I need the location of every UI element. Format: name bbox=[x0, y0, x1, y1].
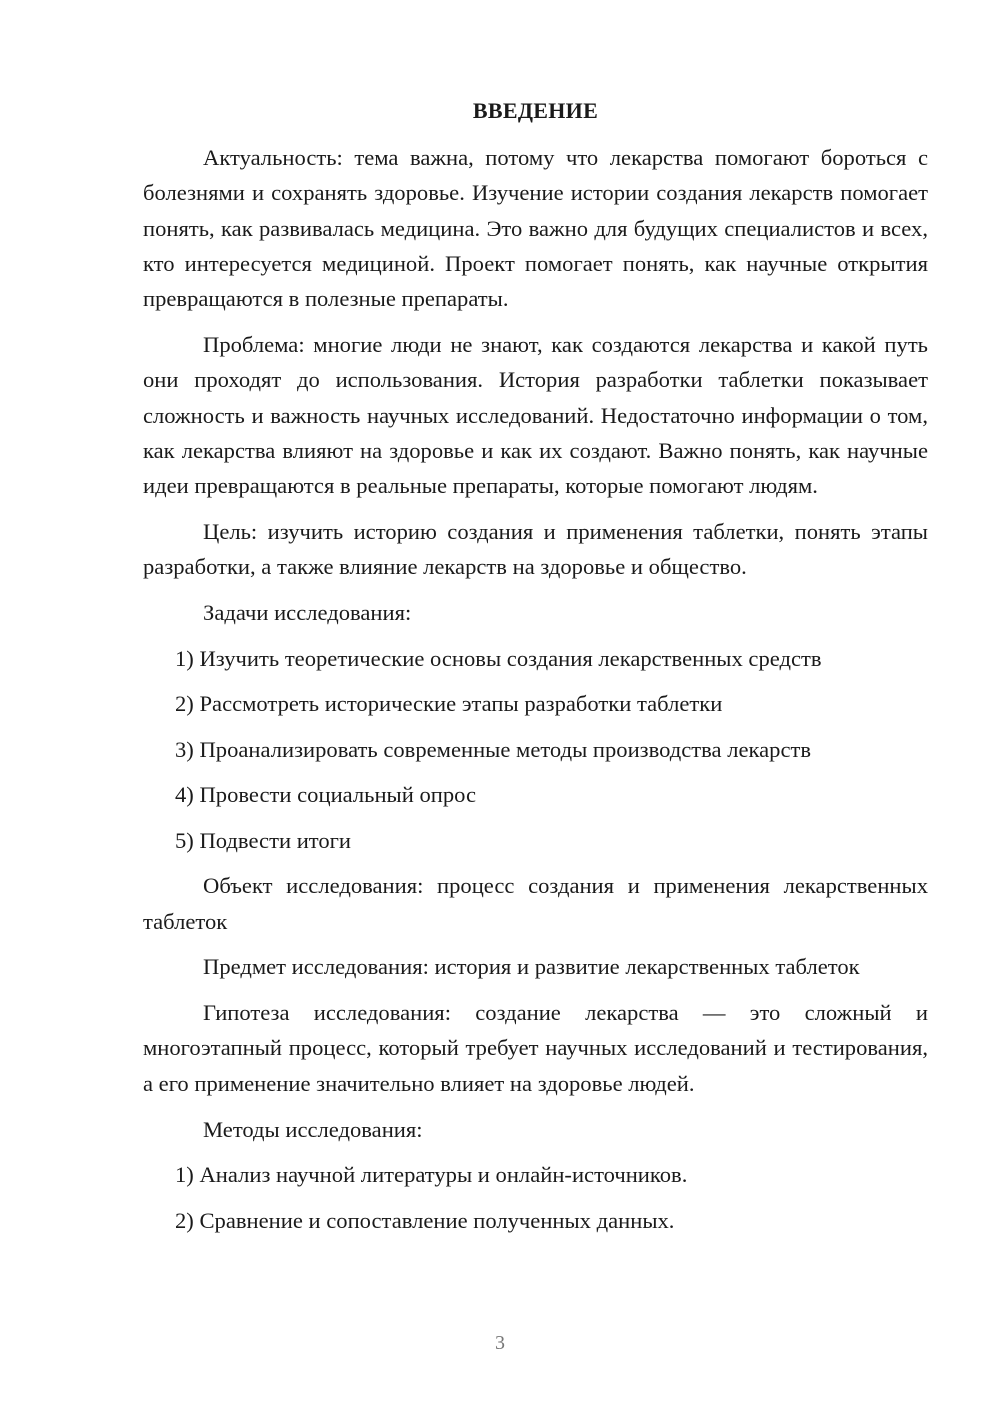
page-content bbox=[143, 95, 928, 1248]
page-title: ВВЕДЕНИЕ bbox=[472, 98, 599, 123]
task-item-4: 4) Провести социальный опрос bbox=[175, 782, 477, 808]
object-paragraph: Объект исследования: процесс создания и применения лекарственных таблеток bbox=[143, 873, 928, 934]
method-item-1: 1) Анализ научной литературы и онлайн-источников. bbox=[175, 1162, 688, 1188]
task-item-3: 3) Проанализировать современные методы производства лекарств bbox=[175, 736, 812, 762]
methods-heading: Методы исследования: bbox=[203, 1116, 423, 1142]
tasks-heading: Задачи исследования: bbox=[203, 600, 412, 626]
goal-paragraph: Цель: изучить историю создания и применения таблетки, понять этапы разработки, а также влияние лекарств на здоровье и общество. bbox=[143, 518, 928, 580]
task-item-1: 1) Изучить теоретические основы создания лекарственных средств bbox=[175, 645, 822, 671]
problem-paragraph: Проблема: многие люди не знают, как создаются лекарства и какой путь они проходят до использования. История разработки таблетки показывает сложность и важность научных исследований. Недостаточно информации о том, как лекарства влияют на здоровье и как их создают. Важно понять, как научные идеи превращаются в реальные препараты, которые помогают людям. bbox=[143, 331, 928, 499]
page-number: 3 bbox=[495, 1332, 505, 1354]
relevance-paragraph: Актуальность: тема важна, потому что лекарства помогают бороться с болезнями и сохранять здоровье. Изучение истории создания лекарств помогает понять, как развивалась медицина. Это важно для будущих специалистов и всех, кто интересуется медициной. Проект помогает понять, как научные открытия превращаются в полезные препараты. bbox=[143, 145, 928, 312]
task-item-5: 5) Подвести итоги bbox=[175, 827, 352, 853]
hypothesis-paragraph: Гипотеза исследования: создание лекарства — это сложный и многоэтапный процесс, который требует научных исследований и тестирования, а его применение значительно влияет на здоровье людей. bbox=[143, 1000, 928, 1096]
method-item-2: 2) Сравнение и сопоставление полученных данных. bbox=[175, 1207, 675, 1233]
task-item-2: 2) Рассмотреть исторические этапы разработки таблетки bbox=[175, 691, 723, 717]
subject-paragraph: Предмет исследования: история и развитие лекарственных таблеток bbox=[203, 954, 860, 980]
